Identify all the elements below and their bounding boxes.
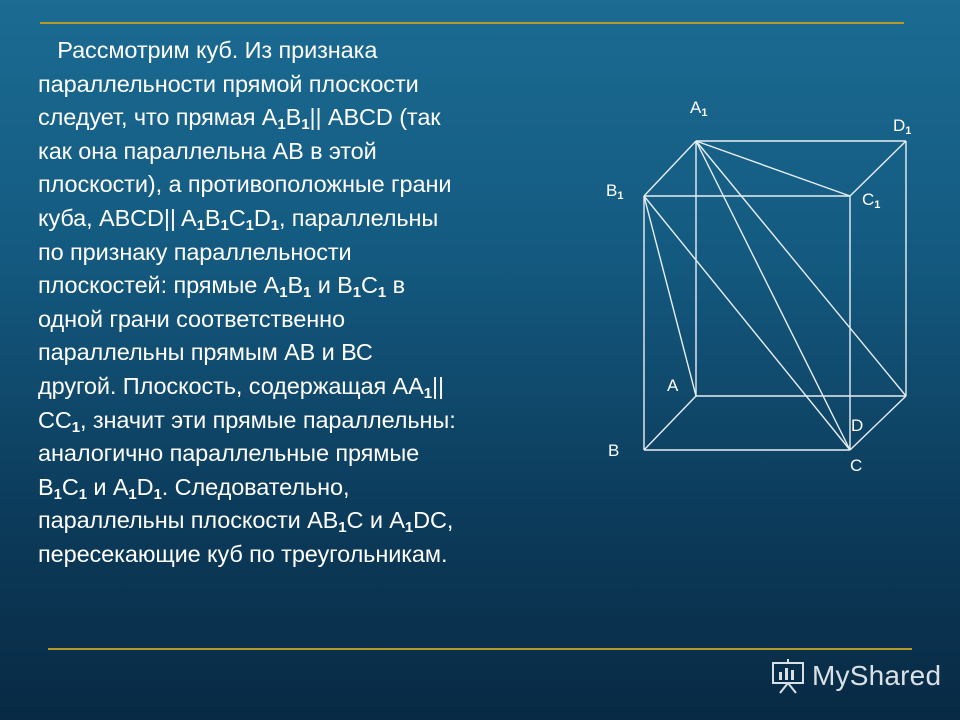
subscript: 1 (78, 485, 87, 503)
subscript: 1 (277, 116, 286, 134)
diag-a1-d (696, 141, 906, 396)
top-divider (40, 22, 904, 24)
text-run: С и А (346, 507, 405, 534)
text-run: || (431, 372, 444, 399)
label-c: C (850, 456, 863, 475)
text-run: в (386, 272, 405, 299)
text-line (38, 135, 598, 169)
text-run: параллельности прямой плоскости (38, 70, 419, 97)
text-run: D (136, 473, 154, 500)
presentation-board-icon (770, 658, 806, 694)
text-run: , значит эти прямые параллельны: (80, 406, 456, 433)
text-run: одной грани соответственно (38, 305, 345, 332)
text-line (38, 68, 598, 102)
text-run: и А (86, 473, 129, 500)
text-run: С (361, 272, 378, 299)
text-run: || ABCD (так (309, 104, 441, 131)
text-line (38, 336, 598, 370)
text-run: . Следовательно, (161, 473, 350, 500)
text-line (38, 34, 598, 68)
text-run: куба, ABCD|| A (38, 204, 197, 231)
text-line (38, 269, 598, 303)
label-b1: $B_1$ (606, 181, 624, 202)
text-run: по признаку параллельности (38, 238, 352, 265)
subscript: 1 (71, 418, 80, 436)
label-b: B (608, 441, 620, 460)
text-run: , параллельны (278, 204, 439, 231)
text-run: другой. Плоскость, содержащая АА (38, 372, 424, 399)
subscript: 1 (352, 284, 362, 302)
subscript: 1 (301, 116, 310, 134)
subscript: 1 (220, 216, 229, 234)
subscript: 1 (128, 485, 137, 503)
text-run: D (253, 204, 271, 231)
text-run: параллельны плоскости АВ (38, 507, 339, 534)
subscript: 1 (279, 284, 288, 302)
subscript: 1 (377, 284, 387, 302)
edge-a-b (644, 396, 696, 450)
cube-diagram (590, 90, 940, 490)
text-run: В (285, 104, 302, 131)
text-run: С (61, 473, 79, 500)
text-line (38, 303, 598, 337)
edge-a1-b1 (644, 141, 696, 196)
subscript: 1 (245, 216, 254, 234)
label-a: A (667, 376, 679, 395)
myshared-logo (770, 654, 941, 698)
text-run: B (204, 204, 221, 231)
text-line (38, 504, 598, 538)
edge-c1-d1 (850, 141, 906, 196)
label-c1: $C_1$ (862, 190, 881, 211)
text-run: и В (311, 272, 353, 299)
subscript: 1 (423, 384, 432, 402)
text-run: как она параллельна АВ в этой (38, 137, 377, 164)
text-line (38, 404, 598, 438)
text-run: пересекающие куб по треугольникам. (38, 540, 448, 567)
label-d: D (851, 416, 864, 435)
text-run: плоскостей: прямые А (38, 272, 280, 299)
bottom-divider (48, 648, 912, 650)
text-line (38, 168, 598, 202)
logo-text: MyShared (812, 660, 942, 691)
diag-b1-a (644, 196, 696, 396)
label-d1: $D_1$ (893, 116, 912, 137)
subscript: 1 (53, 485, 62, 503)
text-run: DC, (413, 507, 454, 534)
subscript: 1 (153, 485, 162, 503)
text-run: параллельны прямым АВ и ВС (38, 339, 373, 366)
subscript: 1 (338, 519, 347, 537)
subscript: 1 (196, 216, 205, 234)
subscript: 1 (404, 519, 414, 537)
text-line (38, 437, 598, 471)
text-line (38, 370, 598, 404)
text-run: В (38, 473, 54, 500)
text-run: C (228, 204, 246, 231)
text-run: следует, что прямая А (38, 104, 278, 131)
text-run: Рассмотрим куб. Из признака (38, 37, 378, 63)
text-run: аналогично параллельные прямые (38, 440, 420, 467)
text-line (38, 202, 598, 236)
slide-body-text (38, 34, 598, 572)
text-run: СС (38, 406, 72, 433)
text-run: плоскости), а противоположные грани (38, 171, 452, 198)
text-run: В (287, 272, 304, 299)
text-line (38, 236, 598, 270)
text-line (38, 101, 598, 135)
text-line (38, 538, 598, 572)
diag-b1-c (644, 196, 850, 450)
subscript: 1 (303, 284, 312, 302)
label-a1: $A_1$ (690, 98, 708, 119)
subscript: 1 (270, 216, 279, 234)
text-line (38, 471, 598, 505)
